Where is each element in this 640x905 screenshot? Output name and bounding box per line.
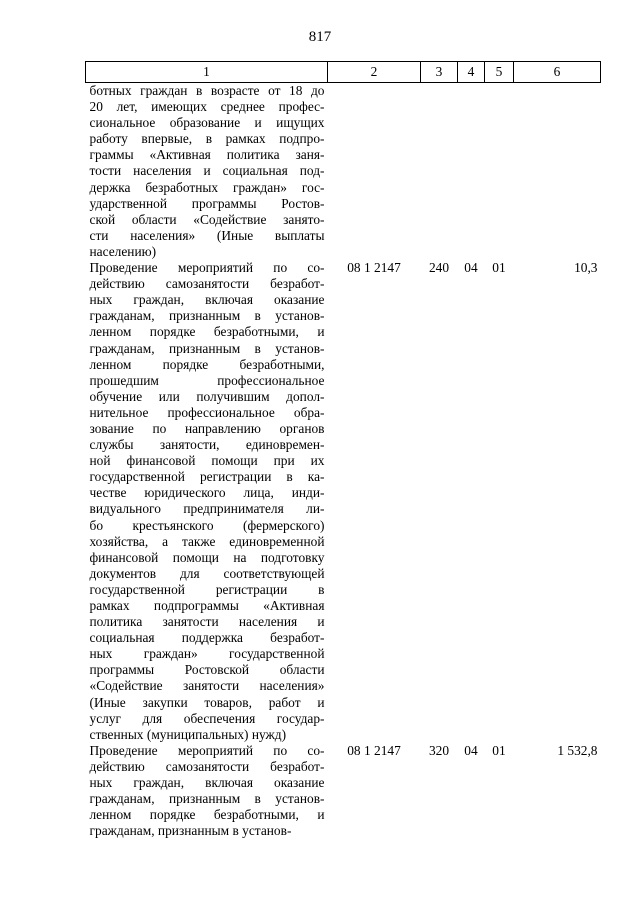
row-description [86,260,328,743]
description-line: ных граждан» государственной [89,646,325,662]
table-row [86,260,601,743]
header-col-5: 5 [485,62,514,83]
header-col-3: 3 [421,62,458,83]
description-line: ственных (муниципальных) нужд) [89,726,287,742]
header-col-4: 4 [458,62,485,83]
description-line: гражданам, признанным в установ- [89,308,325,324]
description-line: гражданам, признанным в установ- [89,823,292,839]
row-description [86,743,328,840]
description-line: хозяйства, а также единовременной [89,533,325,549]
description-line: держка безработных граждан» гос- [89,179,325,195]
description-line: рамках подпрограммы «Активная [89,598,325,613]
description-line: социальная поддержка безработ- [89,630,325,646]
row-target-code: 08 1 2147 [347,260,401,276]
row-section: 04 [464,742,478,758]
table-header-row [86,62,601,83]
description-line: программы Ростовской области [89,662,325,678]
row-subsection: 01 [492,742,506,758]
description-line: финансовой помощи на подготовку [89,549,325,565]
description-line: ных граждан, включая оказание [89,292,325,308]
description-line: видуального предпринимателя ли- [89,501,325,517]
description-line: работу впервые, в рамках подпро- [89,131,325,147]
description-line: Проведение мероприятий по со- [89,742,325,758]
description-line: прошедшим профессиональное [89,372,325,388]
header-col-6: 6 [514,62,601,83]
budget-table [85,61,601,839]
header-col-2: 2 [328,62,421,83]
description-line: услуг для обеспечения государ- [89,710,325,726]
row-subsection [485,83,514,261]
description-line: государственной регистрации в [89,581,325,597]
description-line: Проведение мероприятий по со- [89,260,325,276]
row-subsection: 01 [492,260,506,276]
description-line: бо крестьянского (фермерского) [89,517,325,533]
description-line: 20 лет, имеющих среднее профес- [89,99,325,115]
description-line: политика занятости населения и [89,614,325,630]
description-line: ударственной программы Ростов- [89,195,325,211]
description-line: «Содействие занятости населения» [89,678,325,694]
table-row [86,743,601,840]
header-col-1: 1 [86,62,328,83]
description-line: ленном порядке безработными, и [89,324,325,340]
description-line: (Иные закупки товаров, работ и [89,694,325,710]
description-line: зование по направлению органов [89,420,325,436]
row-target-code: 08 1 2147 [347,742,401,758]
row-target-code [328,83,421,261]
table-row [86,83,601,261]
row-section: 04 [464,260,478,276]
description-line: граммы «Активная политика заня- [89,147,325,163]
description-line: ленном порядке безработными, [89,356,325,372]
row-description [86,83,328,261]
description-line: сти населения» (Иные выплаты [89,227,325,243]
row-section [458,83,485,261]
page-number: 817 [308,29,332,45]
row-expense-type [421,83,458,261]
description-line: ной финансовой помощи при их [89,453,325,469]
row-expense-type: 320 [428,742,450,758]
row-amount [514,83,601,261]
description-line: сиональное образование и ищущих [89,115,325,131]
description-line: действию самозанятости безработ- [89,758,325,774]
description-line: документов для соответствующей [89,565,325,581]
description-line: ботных граждан в возрасте от 18 до [89,83,325,98]
description-line: тости населения и социальная под- [89,163,325,179]
description-line: населению) [89,243,157,259]
description-line: гражданам, признанным в установ- [89,791,325,807]
description-line: службы занятости, единовремен- [89,437,325,453]
description-line: ных граждан, включая оказание [89,775,325,791]
description-line: ленном порядке безработными, и [89,807,325,823]
description-line: государственной регистрации в ка- [89,469,325,485]
row-expense-type: 240 [428,260,450,276]
description-line: честве юридического лица, инди- [89,485,325,501]
row-amount: 1 532,8 [557,742,598,758]
description-line: гражданам, признанным в установ- [89,340,325,356]
table-body [86,83,601,840]
row-amount: 10,3 [574,260,598,276]
description-line: обучение или получившим допол- [89,388,325,404]
description-line: действию самозанятости безработ- [89,276,325,292]
description-line: нительное профессиональное обра- [89,404,325,420]
description-line: ской области «Содействие занято- [89,211,325,227]
